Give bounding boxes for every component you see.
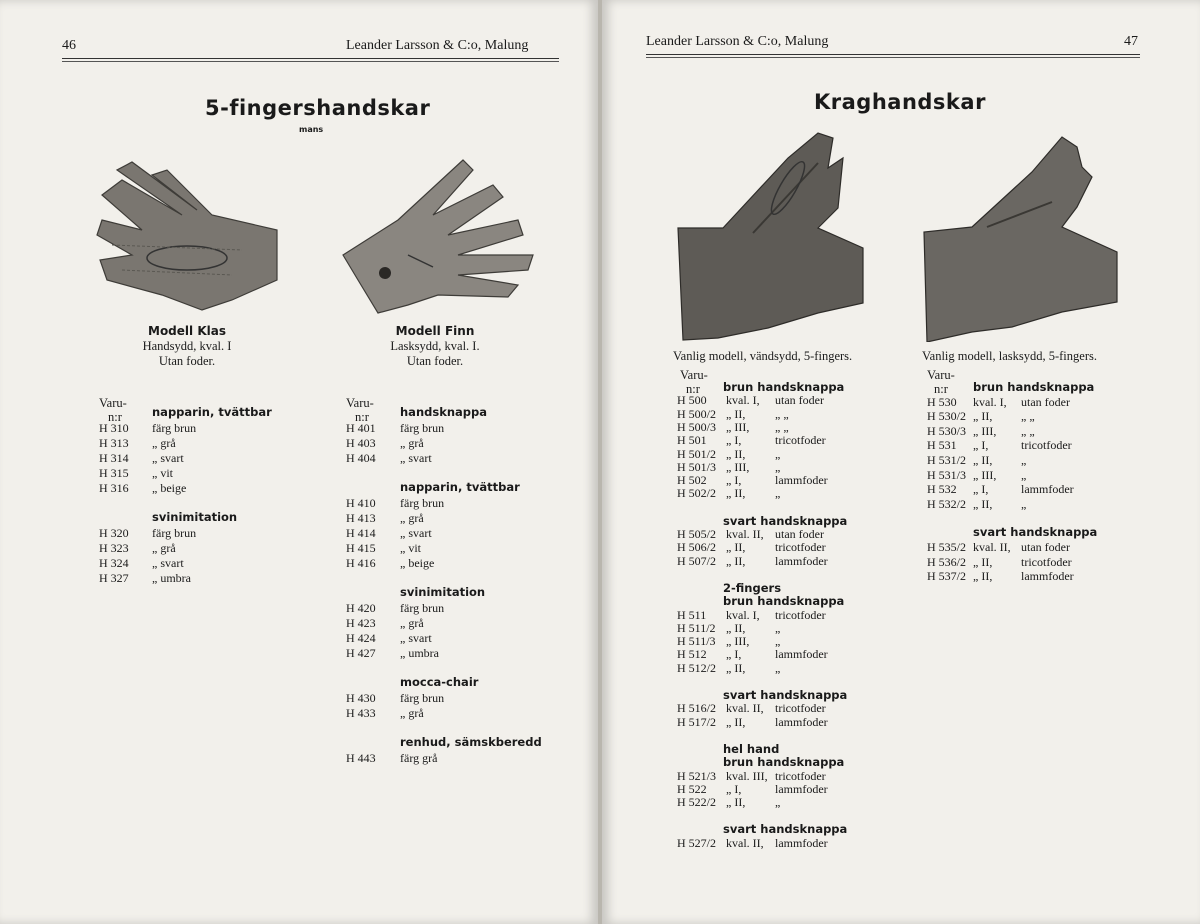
item-quality: kval. II, [726, 527, 764, 541]
item-code: H 313 [99, 436, 129, 450]
model-desc-finn-2: Utan foder. [406, 354, 464, 368]
item-lining: utan foder [1021, 540, 1070, 554]
item-code: H 502 [677, 473, 707, 488]
item-code: H 404 [346, 451, 376, 465]
item-quality: „ I, [726, 647, 742, 662]
item-code: H 522 [677, 781, 707, 796]
item-code: H 517/2 [677, 714, 716, 729]
item-description: färg brun [400, 496, 445, 510]
section-heading: svinimitation [152, 510, 238, 524]
item-code: H 511 [677, 607, 707, 622]
item-code: H 501/2 [677, 446, 716, 461]
item-code: H 427 [346, 646, 376, 660]
item-description: „ umbra [400, 646, 439, 660]
item-code: H 316 [99, 481, 129, 495]
item-code: H 512 [677, 647, 707, 662]
glove-image-finn [338, 155, 538, 315]
item-code: H 522/2 [677, 795, 716, 810]
section-heading: brun handsknappa [723, 380, 845, 394]
model-desc-klas-2: Utan foder. [158, 354, 216, 368]
item-lining: utan foder [775, 393, 824, 408]
section-heading: handsknappa [400, 405, 488, 419]
item-lining: „ [1021, 453, 1027, 467]
section-heading: mocca-chair [400, 675, 479, 689]
header-rule-right [646, 54, 1140, 55]
item-quality: kval. I, [973, 394, 1007, 409]
varunr-label-r2b: n:r [934, 382, 948, 396]
item-lining: tricotfoder [1021, 438, 1072, 453]
item-code: H 423 [346, 616, 376, 630]
model-desc-klas-1: Handsydd, kval. I [142, 339, 232, 353]
item-lining: tricotfoder [775, 768, 826, 783]
model-caption-klas [112, 324, 262, 369]
item-code: H 516/2 [677, 701, 716, 716]
item-quality: „ II, [726, 540, 746, 555]
item-quality: „ II, [726, 406, 746, 421]
item-code: H 501 [677, 433, 707, 448]
item-description: färg brun [152, 421, 197, 435]
item-code: H 420 [346, 601, 376, 615]
item-code: H 502/2 [677, 486, 716, 501]
item-code: H 535/2 [927, 540, 966, 554]
gauntlet-image-vandsydd [668, 128, 868, 343]
item-lining: tricotfoder [775, 701, 826, 716]
item-code: H 532 [927, 482, 957, 497]
item-lining: „ „ [1021, 409, 1035, 424]
item-description: „ svart [400, 526, 432, 540]
item-code: H 320 [99, 526, 129, 540]
item-lining: „ „ [775, 406, 789, 421]
header-rule-left [62, 58, 559, 59]
item-code: H 424 [346, 631, 376, 645]
item-lining: lammfoder [775, 647, 828, 662]
item-quality: „ III, [973, 423, 997, 438]
page-number-right: 47 [1124, 34, 1138, 49]
item-quality: „ III, [973, 467, 997, 482]
item-code: H 530/2 [927, 409, 966, 424]
item-description: „ grå [400, 436, 424, 450]
left-page [0, 0, 598, 924]
item-lining: tricotfoder [1021, 554, 1072, 569]
item-quality: „ II, [973, 554, 993, 569]
item-lining: lammfoder [775, 714, 828, 729]
item-quality: „ I, [973, 482, 989, 497]
item-lining: lammfoder [1021, 569, 1074, 584]
item-quality: „ II, [973, 453, 993, 467]
section-heading: svart handsknappa [723, 688, 848, 702]
item-description: „ vit [152, 466, 173, 480]
varunr-label-l2a: Varu- [346, 396, 374, 410]
item-code: H 314 [99, 451, 129, 465]
varunr-label-r2a: Varu- [927, 368, 955, 382]
item-code: H 506/2 [677, 540, 716, 555]
item-code: H 500/3 [677, 419, 716, 434]
model-name-klas: Modell Klas [148, 324, 226, 338]
item-code: H 443 [346, 751, 376, 765]
header-left: Leander Larsson & C:o, Malung [346, 38, 529, 53]
item-quality: „ III, [726, 419, 750, 434]
item-quality: „ I, [726, 781, 742, 796]
item-lining: „ [1021, 467, 1027, 482]
item-lining: lammfoder [775, 553, 828, 568]
item-lining: lammfoder [775, 473, 828, 488]
item-code: H 512/2 [677, 660, 716, 675]
page-number-left: 46 [62, 38, 76, 53]
item-code: H 415 [346, 541, 376, 555]
item-lining: lammfoder [775, 835, 828, 850]
item-code: H 416 [346, 556, 376, 570]
item-code: H 324 [99, 556, 129, 570]
item-quality: „ II, [726, 795, 746, 810]
item-quality: „ III, [726, 459, 750, 474]
gauntlet-image-lasksydd [912, 132, 1122, 342]
section-heading: 2-fingers [723, 580, 782, 595]
item-description: „ vit [400, 541, 421, 555]
section-heading: napparin, tvättbar [400, 480, 520, 494]
header-rule-right-2 [646, 57, 1140, 58]
item-description: „ svart [400, 451, 432, 465]
section-heading: napparin, tvättbar [152, 405, 272, 419]
item-quality: kval. I, [726, 393, 760, 408]
item-code: H 500 [677, 393, 707, 408]
item-quality: „ II, [726, 660, 746, 675]
item-description: färg brun [400, 421, 445, 435]
item-lining: „ [1021, 496, 1027, 511]
item-code: H 537/2 [927, 569, 966, 584]
item-code: H 530/3 [927, 423, 966, 438]
item-description: „ grå [400, 706, 424, 720]
item-quality: „ III, [726, 634, 750, 649]
item-lining: „ [775, 486, 781, 501]
section-subheading: brun handsknappa [723, 594, 845, 609]
item-code: H 433 [346, 706, 376, 720]
item-code: H 531/3 [927, 467, 966, 482]
item-quality: kval. II, [726, 701, 764, 716]
item-lining: „ „ [775, 419, 789, 434]
varunr-label-l1a: Varu- [99, 396, 127, 410]
item-code: H 507/2 [677, 553, 716, 568]
item-quality: „ II, [973, 569, 993, 584]
item-code: H 531/2 [927, 453, 966, 467]
item-lining: „ [775, 446, 781, 461]
item-code: H 521/3 [677, 768, 716, 783]
model-name-finn: Modell Finn [395, 324, 475, 338]
section-heading: svart handsknappa [723, 822, 848, 837]
item-quality: „ II, [973, 496, 993, 511]
item-description: „ beige [152, 481, 187, 495]
varunr-label-r1b: n:r [686, 382, 700, 396]
item-code: H 511/2 [677, 620, 716, 635]
section-heading: svart handsknappa [973, 525, 1098, 540]
item-description: färg brun [152, 526, 197, 540]
item-code: H 323 [99, 541, 129, 555]
item-lining: lammfoder [775, 781, 828, 796]
item-code: H 310 [99, 421, 129, 435]
item-description: „ svart [152, 451, 184, 465]
item-lining: tricotfoder [775, 540, 826, 555]
item-lining: „ [775, 634, 781, 649]
item-lining: tricotfoder [775, 607, 826, 622]
varunr-label-l1b: n:r [108, 410, 122, 424]
header-right: Leander Larsson & C:o, Malung [646, 34, 829, 49]
model-caption-finn [360, 324, 510, 369]
item-quality: „ II, [726, 714, 746, 729]
item-lining: „ [775, 795, 781, 810]
item-lining: „ [775, 660, 781, 675]
item-code: H 527/2 [677, 835, 716, 850]
item-code: H 531 [927, 438, 957, 453]
item-quality: „ II, [726, 553, 746, 568]
section-heading: brun handsknappa [973, 380, 1095, 394]
item-description: färg brun [400, 601, 445, 615]
item-lining: „ „ [1021, 423, 1035, 438]
item-quality: „ I, [726, 433, 742, 448]
item-code: H 401 [346, 421, 376, 435]
item-code: H 430 [346, 691, 376, 705]
item-description: „ grå [400, 511, 424, 525]
item-lining: tricotfoder [775, 433, 826, 448]
item-description: „ grå [400, 616, 424, 630]
section-heading: hel hand [723, 741, 780, 756]
section-heading: svart handsknappa [723, 513, 848, 528]
item-quality: „ I, [973, 438, 989, 453]
section-heading: svinimitation [400, 585, 486, 599]
glove-image-klas [92, 160, 282, 315]
varunr-label-r1a: Varu- [680, 368, 708, 382]
model-desc-finn-1: Lasksydd, kval. I. [390, 339, 480, 353]
item-description: färg grå [400, 751, 438, 765]
item-lining: lammfoder [1021, 482, 1074, 497]
item-code: H 532/2 [927, 496, 966, 511]
left-page-subtitle: mans [299, 125, 324, 134]
header-rule-left-2 [62, 61, 559, 62]
item-quality: kval. II, [726, 835, 764, 850]
item-description: „ svart [400, 631, 432, 645]
item-code: H 530 [927, 394, 957, 409]
caption-lasksydd: Vanlig modell, lasksydd, 5-fingers. [922, 349, 1097, 363]
item-quality: kval. I, [726, 607, 760, 622]
item-description: färg brun [400, 691, 445, 705]
item-quality: kval. II, [973, 540, 1011, 554]
section-heading: renhud, sämskberedd [400, 735, 542, 749]
item-code: H 413 [346, 511, 376, 525]
item-code: H 315 [99, 466, 129, 480]
item-lining: utan foder [1021, 394, 1070, 409]
varunr-label-l2b: n:r [355, 410, 369, 424]
item-description: „ grå [152, 541, 176, 555]
item-lining: „ [775, 459, 781, 474]
book-gutter [598, 0, 602, 924]
item-description: „ grå [152, 436, 176, 450]
caption-vandsydd: Vanlig modell, vändsydd, 5-fingers. [673, 349, 853, 363]
item-description: „ beige [400, 556, 435, 570]
item-quality: „ II, [726, 486, 746, 501]
item-quality: „ II, [726, 620, 746, 635]
item-quality: kval. III, [726, 768, 768, 783]
item-code: H 403 [346, 436, 376, 450]
item-code: H 505/2 [677, 527, 716, 541]
item-code: H 414 [346, 526, 376, 540]
item-code: H 536/2 [927, 554, 966, 569]
item-code: H 511/3 [677, 634, 716, 649]
section-subheading: brun handsknappa [723, 755, 845, 770]
item-quality: „ II, [973, 409, 993, 424]
item-lining: utan foder [775, 527, 824, 541]
item-lining: „ [775, 620, 781, 635]
item-code: H 410 [346, 496, 376, 510]
left-page-title: 5-fingershandskar [205, 96, 431, 120]
item-quality: „ II, [726, 446, 746, 461]
item-quality: „ I, [726, 473, 742, 488]
item-description: „ svart [152, 556, 184, 570]
item-code: H 327 [99, 571, 129, 585]
item-code: H 500/2 [677, 406, 716, 421]
right-page-title: Kraghandskar [814, 90, 986, 114]
item-description: „ umbra [152, 571, 191, 585]
item-code: H 501/3 [677, 459, 716, 474]
